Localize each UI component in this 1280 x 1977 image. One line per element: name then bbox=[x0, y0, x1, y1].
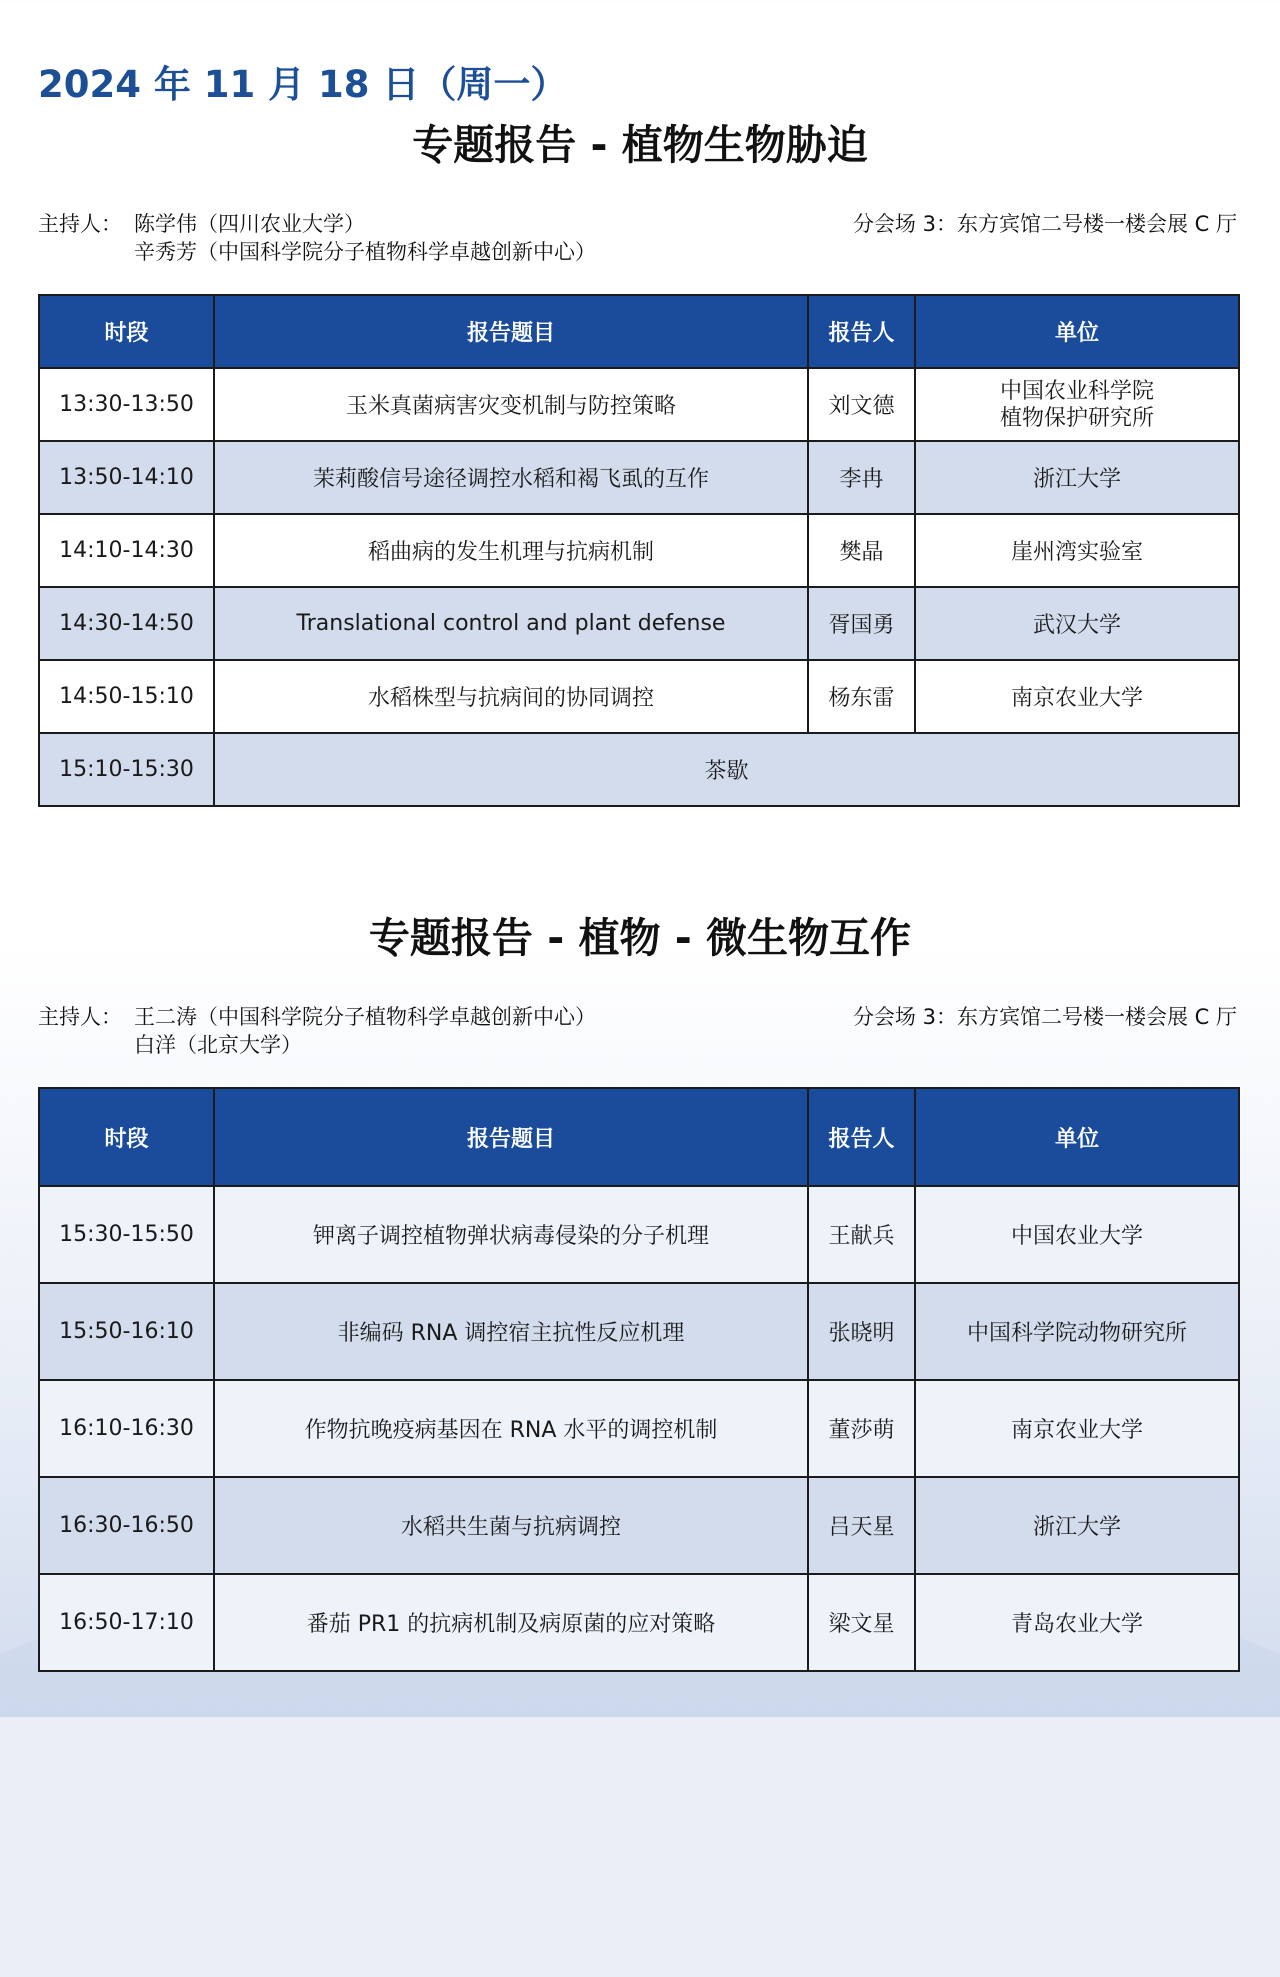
cell-time: 16:30-16:50 bbox=[39, 1477, 214, 1574]
cell-speaker: 李冉 bbox=[808, 441, 915, 514]
table-header-row bbox=[39, 295, 1239, 368]
cell-topic: 作物抗晚疫病基因在 RNA 水平的调控机制 bbox=[214, 1380, 808, 1477]
cell-time: 13:30-13:50 bbox=[39, 368, 214, 441]
table-row bbox=[39, 1574, 1239, 1671]
section2-title: 专题报告 - 植物 - 微生物互作 bbox=[368, 914, 912, 962]
header-topic: 报告题目 bbox=[214, 1088, 808, 1186]
cell-affiliation: 浙江大学 bbox=[915, 1477, 1239, 1574]
cell-time: 14:50-15:10 bbox=[39, 660, 214, 733]
cell-speaker: 董莎萌 bbox=[808, 1380, 915, 1477]
table-row bbox=[39, 1186, 1239, 1283]
cell-speaker: 樊晶 bbox=[808, 514, 915, 587]
cell-topic: 非编码 RNA 调控宿主抗性反应机理 bbox=[214, 1283, 808, 1380]
section2-schedule-table bbox=[38, 1087, 1240, 1672]
table-row bbox=[39, 1283, 1239, 1380]
cell-time: 13:50-14:10 bbox=[39, 441, 214, 514]
cell-time: 14:10-14:30 bbox=[39, 514, 214, 587]
cell-topic: Translational control and plant defense bbox=[214, 587, 808, 660]
table-row bbox=[39, 1477, 1239, 1574]
cell-affiliation: 武汉大学 bbox=[915, 587, 1239, 660]
cell-speaker: 张晓明 bbox=[808, 1283, 915, 1380]
host-label: 主持人： bbox=[38, 212, 122, 236]
host-name: 王二涛（中国科学院分子植物科学卓越创新中心） bbox=[134, 1005, 596, 1029]
cell-affiliation bbox=[915, 368, 1239, 441]
section1-hosts bbox=[38, 210, 596, 266]
cell-topic: 番茄 PR1 的抗病机制及病原菌的应对策略 bbox=[214, 1574, 808, 1671]
table-row bbox=[39, 587, 1239, 660]
cell-affiliation: 浙江大学 bbox=[915, 441, 1239, 514]
header-affiliation: 单位 bbox=[915, 295, 1239, 368]
header-topic: 报告题目 bbox=[214, 295, 808, 368]
cell-time: 14:30-14:50 bbox=[39, 587, 214, 660]
cell-speaker: 梁文星 bbox=[808, 1574, 915, 1671]
cell-speaker: 杨东雷 bbox=[808, 660, 915, 733]
header-affiliation: 单位 bbox=[915, 1088, 1239, 1186]
cell-break: 茶歇 bbox=[214, 733, 1239, 806]
table-row bbox=[39, 368, 1239, 441]
cell-time: 15:30-15:50 bbox=[39, 1186, 214, 1283]
table-row bbox=[39, 1380, 1239, 1477]
section1-schedule-table bbox=[38, 294, 1240, 807]
section2-venue: 分会场 3：东方宾馆二号楼一楼会展 C 厅 bbox=[852, 1005, 1237, 1029]
table-row-break bbox=[39, 733, 1239, 806]
cell-topic: 水稻共生菌与抗病调控 bbox=[214, 1477, 808, 1574]
cell-affiliation: 中国科学院动物研究所 bbox=[915, 1283, 1239, 1380]
host-name: 陈学伟（四川农业大学） bbox=[134, 212, 365, 236]
host-name: 白洋（北京大学） bbox=[134, 1033, 302, 1057]
table-row bbox=[39, 514, 1239, 587]
cell-time: 15:10-15:30 bbox=[39, 733, 214, 806]
cell-affiliation: 南京农业大学 bbox=[915, 1380, 1239, 1477]
cell-time: 16:50-17:10 bbox=[39, 1574, 214, 1671]
cell-time: 16:10-16:30 bbox=[39, 1380, 214, 1477]
section2-hosts bbox=[38, 1003, 596, 1059]
cell-topic: 水稻株型与抗病间的协同调控 bbox=[214, 660, 808, 733]
cell-topic: 茉莉酸信号途径调控水稻和褐飞虱的互作 bbox=[214, 441, 808, 514]
affiliation-line: 中国农业科学院 bbox=[999, 378, 1154, 404]
cell-affiliation: 崖州湾实验室 bbox=[915, 514, 1239, 587]
header-time: 时段 bbox=[39, 295, 214, 368]
cell-affiliation: 青岛农业大学 bbox=[915, 1574, 1239, 1671]
header-speaker: 报告人 bbox=[808, 295, 915, 368]
header-speaker: 报告人 bbox=[808, 1088, 915, 1186]
table-row bbox=[39, 441, 1239, 514]
cell-topic: 稻曲病的发生机理与抗病机制 bbox=[214, 514, 808, 587]
cell-affiliation: 中国农业大学 bbox=[915, 1186, 1239, 1283]
table-header-row bbox=[39, 1088, 1239, 1186]
cell-time: 15:50-16:10 bbox=[39, 1283, 214, 1380]
section1-venue: 分会场 3：东方宾馆二号楼一楼会展 C 厅 bbox=[852, 212, 1237, 236]
host-label: 主持人： bbox=[38, 1005, 122, 1029]
cell-topic: 钾离子调控植物弹状病毒侵染的分子机理 bbox=[214, 1186, 808, 1283]
section1-title: 专题报告 - 植物生物胁迫 bbox=[412, 121, 868, 169]
page-date: 2024 年 11 月 18 日（周一） bbox=[38, 63, 568, 106]
cell-topic: 玉米真菌病害灾变机制与防控策略 bbox=[214, 368, 808, 441]
host-name: 辛秀芳（中国科学院分子植物科学卓越创新中心） bbox=[134, 240, 596, 264]
cell-speaker: 胥国勇 bbox=[808, 587, 915, 660]
cell-speaker: 吕天星 bbox=[808, 1477, 915, 1574]
header-time: 时段 bbox=[39, 1088, 214, 1186]
affiliation-line: 植物保护研究所 bbox=[999, 405, 1154, 431]
cell-speaker: 刘文德 bbox=[808, 368, 915, 441]
cell-affiliation: 南京农业大学 bbox=[915, 660, 1239, 733]
table-row bbox=[39, 660, 1239, 733]
cell-speaker: 王献兵 bbox=[808, 1186, 915, 1283]
